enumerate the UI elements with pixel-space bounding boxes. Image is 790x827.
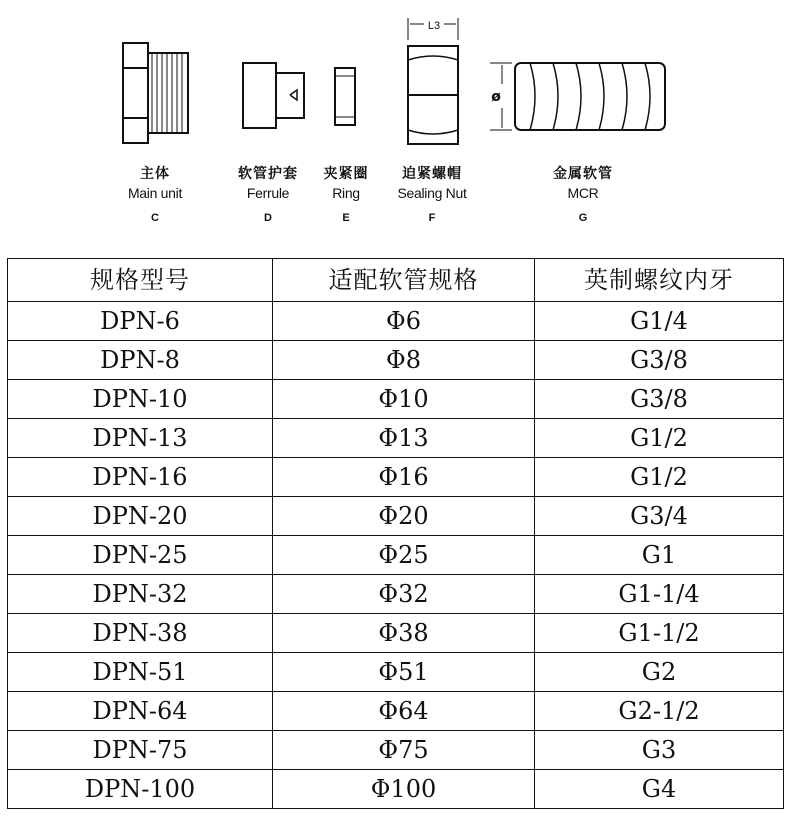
cell-model: DPN-100 (8, 770, 273, 809)
cell-model: DPN-20 (8, 497, 273, 536)
cell-model: DPN-6 (8, 302, 273, 341)
cell-hose-size: Φ64 (273, 692, 535, 731)
cell-thread: G3/4 (535, 497, 784, 536)
cell-model: DPN-32 (8, 575, 273, 614)
part-name-cn: 金属软管 (553, 166, 613, 182)
part-code: E (342, 212, 350, 224)
cell-model: DPN-51 (8, 653, 273, 692)
cell-hose-size: Φ13 (273, 419, 535, 458)
part-code: C (151, 212, 159, 224)
table-row (8, 770, 784, 809)
part-name-en: Main unit (127, 185, 183, 201)
cell-thread: G1-1/4 (535, 575, 784, 614)
part-code: D (264, 212, 272, 224)
part-name-en: Ferrule (246, 185, 290, 201)
part-name-cn: 夹紧圈 (323, 166, 369, 182)
cell-thread: G1-1/2 (535, 614, 784, 653)
table-row (8, 614, 784, 653)
cell-thread: G3/8 (535, 380, 784, 419)
cell-model: DPN-64 (8, 692, 273, 731)
cell-model: DPN-8 (8, 341, 273, 380)
cell-thread: G2 (535, 653, 784, 692)
cell-thread: G1 (535, 536, 784, 575)
cell-hose-size: Φ10 (273, 380, 535, 419)
part-name-cn: 迫紧螺帽 (402, 166, 462, 182)
header-hose-size: 适配软管规格 (273, 259, 535, 302)
cell-thread: G1/2 (535, 419, 784, 458)
table-row (8, 419, 784, 458)
table-row (8, 341, 784, 380)
cell-hose-size: Φ32 (273, 575, 535, 614)
cell-hose-size: Φ75 (273, 731, 535, 770)
cell-hose-size: Φ38 (273, 614, 535, 653)
table-row (8, 575, 784, 614)
table-row (8, 731, 784, 770)
part-name-cn: 主体 (140, 166, 170, 182)
parts-diagram (0, 0, 790, 250)
mcr-hose-drawing (490, 63, 665, 130)
cell-model: DPN-25 (8, 536, 273, 575)
cell-thread: G1/2 (535, 458, 784, 497)
table-row (8, 497, 784, 536)
parts-illustration (0, 0, 790, 160)
table-row (8, 458, 784, 497)
cell-hose-size: Φ100 (273, 770, 535, 809)
table-row (8, 653, 784, 692)
table-row (8, 536, 784, 575)
main-unit-drawing (123, 43, 188, 143)
table-row (8, 380, 784, 419)
sealing-nut-drawing (408, 18, 458, 144)
part-name-en: Sealing Nut (397, 185, 467, 201)
cell-thread: G3/8 (535, 341, 784, 380)
part-name-cn: 软管护套 (238, 166, 298, 182)
cell-hose-size: Φ16 (273, 458, 535, 497)
header-thread: 英制螺纹内牙 (535, 259, 784, 302)
ferrule-drawing (243, 63, 304, 128)
cell-model: DPN-13 (8, 419, 273, 458)
part-name-en: MCR (567, 185, 599, 201)
cell-model: DPN-38 (8, 614, 273, 653)
part-code: G (578, 212, 588, 224)
table-header-row (8, 259, 784, 302)
part-name-en: Ring (332, 185, 360, 201)
cell-thread: G1/4 (535, 302, 784, 341)
length-dimension-label: L3 (427, 20, 441, 32)
cell-thread: G2-1/2 (535, 692, 784, 731)
table-row (8, 302, 784, 341)
header-model: 规格型号 (8, 259, 273, 302)
part-code: F (428, 212, 436, 224)
cell-hose-size: Φ51 (273, 653, 535, 692)
cell-hose-size: Φ6 (273, 302, 535, 341)
diameter-dimension-label: ø (491, 89, 501, 105)
table-row (8, 692, 784, 731)
cell-thread: G3 (535, 731, 784, 770)
spec-table (7, 258, 784, 809)
cell-model: DPN-75 (8, 731, 273, 770)
cell-thread: G4 (535, 770, 784, 809)
cell-model: DPN-16 (8, 458, 273, 497)
cell-hose-size: Φ25 (273, 536, 535, 575)
cell-model: DPN-10 (8, 380, 273, 419)
ring-drawing (335, 68, 355, 125)
cell-hose-size: Φ8 (273, 341, 535, 380)
cell-hose-size: Φ20 (273, 497, 535, 536)
